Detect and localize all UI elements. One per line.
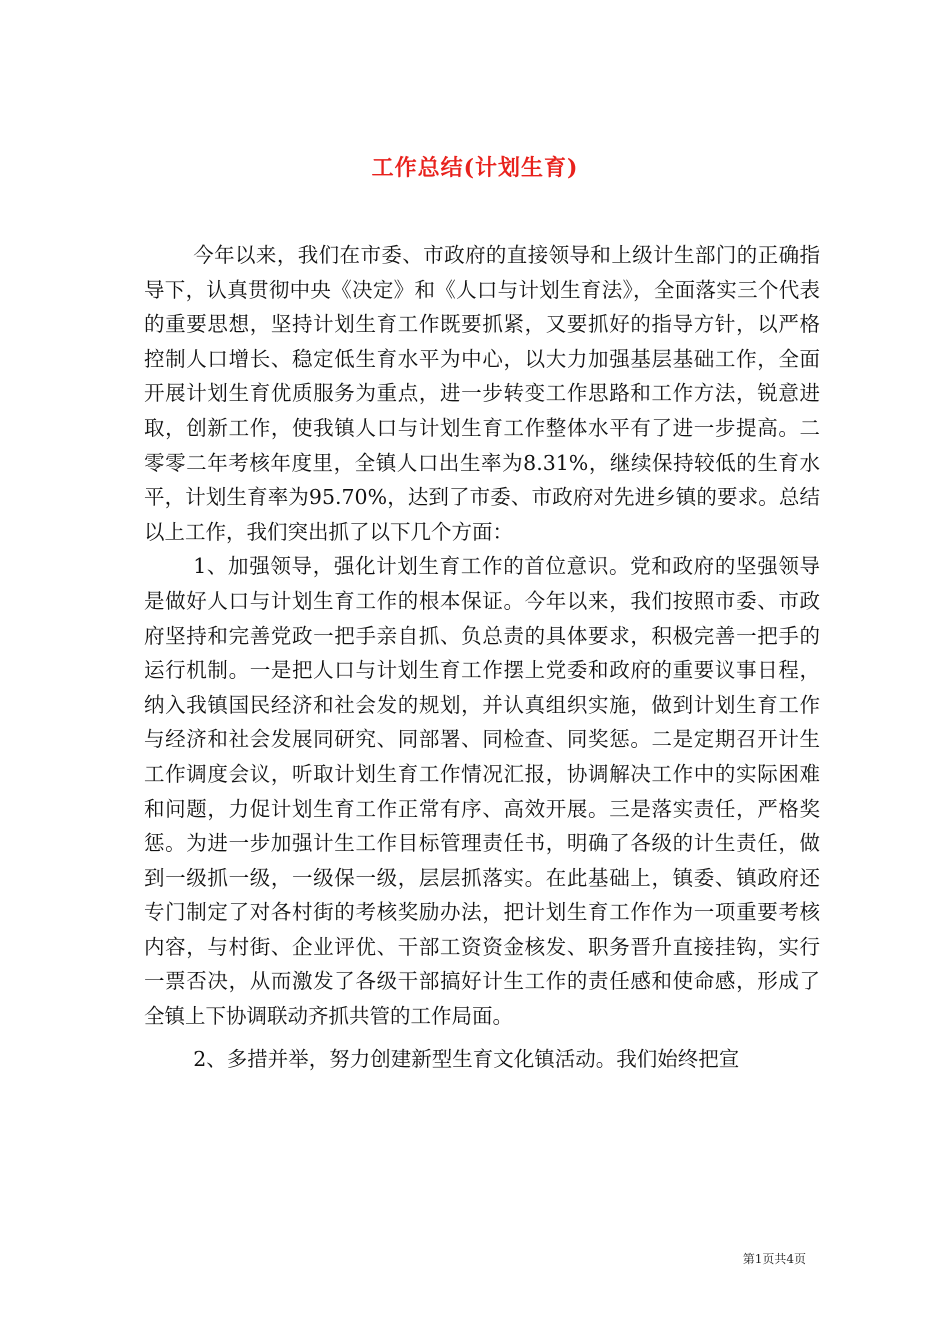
document-body — [144, 238, 820, 1076]
paragraph-section-2: 2、多措并举，努力创建新型生育文化镇活动。我们始终把宣 — [193, 1046, 740, 1071]
paragraph-intro: 今年以来，我们在市委、市政府的直接领导和上级计生部门的正确指导下，认真贯彻中央《决定》和《人口与计划生育法》，全面落实三个代表的重要思想，坚持计划生育工作既要抓紧，又要抓好的指导方针，以严格控制人口增长、稳定低生育水平为中心，以大力加强基层基础工作，全面开展计划生育优质服务为重点，进一步转变工作思路和工作方法，锐意进取，创新工作，使我镇人口与计划生育工作整体水平有了进一步提高。二零零二年考核年度里，全镇人口出生率为8.31%，继续保持较低的生育水平，计划生育率为95.70%，达到了市委、市政府对先进乡镇的要求。总结以上工作，我们突出抓了以下几个方面： — [144, 243, 820, 544]
page-number: 第1页共4页 — [742, 1252, 806, 1266]
paragraph-section-1: 1、加强领导，强化计划生育工作的首位意识。党和政府的坚强领导是做好人口与计划生育工作的根本保证。今年以来，我们按照市委、市政府坚持和完善党政一把手亲自抓、负总责的具体要求，积极完善一把手的运行机制。一是把人口与计划生育工作摆上党委和政府的重要议事日程，纳入我镇国民经济和社会发的规划，并认真组织实施，做到计划生育工作与经济和社会发展同研究、同部署、同检查、同奖惩。二是定期召开计生工作调度会议，听取计划生育工作情况汇报，协调解决工作中的实际困难和问题，力促计划生育工作正常有序、高效开展。三是落实责任，严格奖惩。为进一步加强计生工作目标管理责任书，明确了各级的计生责任，做到一级抓一级，一级保一级，层层抓落实。在此基础上，镇委、镇政府还专门制定了对各村街的考核奖励办法，把计划生育工作作为一项重要考核内容，与村街、企业评优、干部工资资金核发、职务晋升直接挂钩，实行一票否决，从而激发了各级干部搞好计生工作的责任感和使命感，形成了全镇上下协调联动齐抓共管的工作局面。 — [144, 554, 820, 1029]
document-title: 工作总结(计划生育) — [371, 154, 579, 181]
